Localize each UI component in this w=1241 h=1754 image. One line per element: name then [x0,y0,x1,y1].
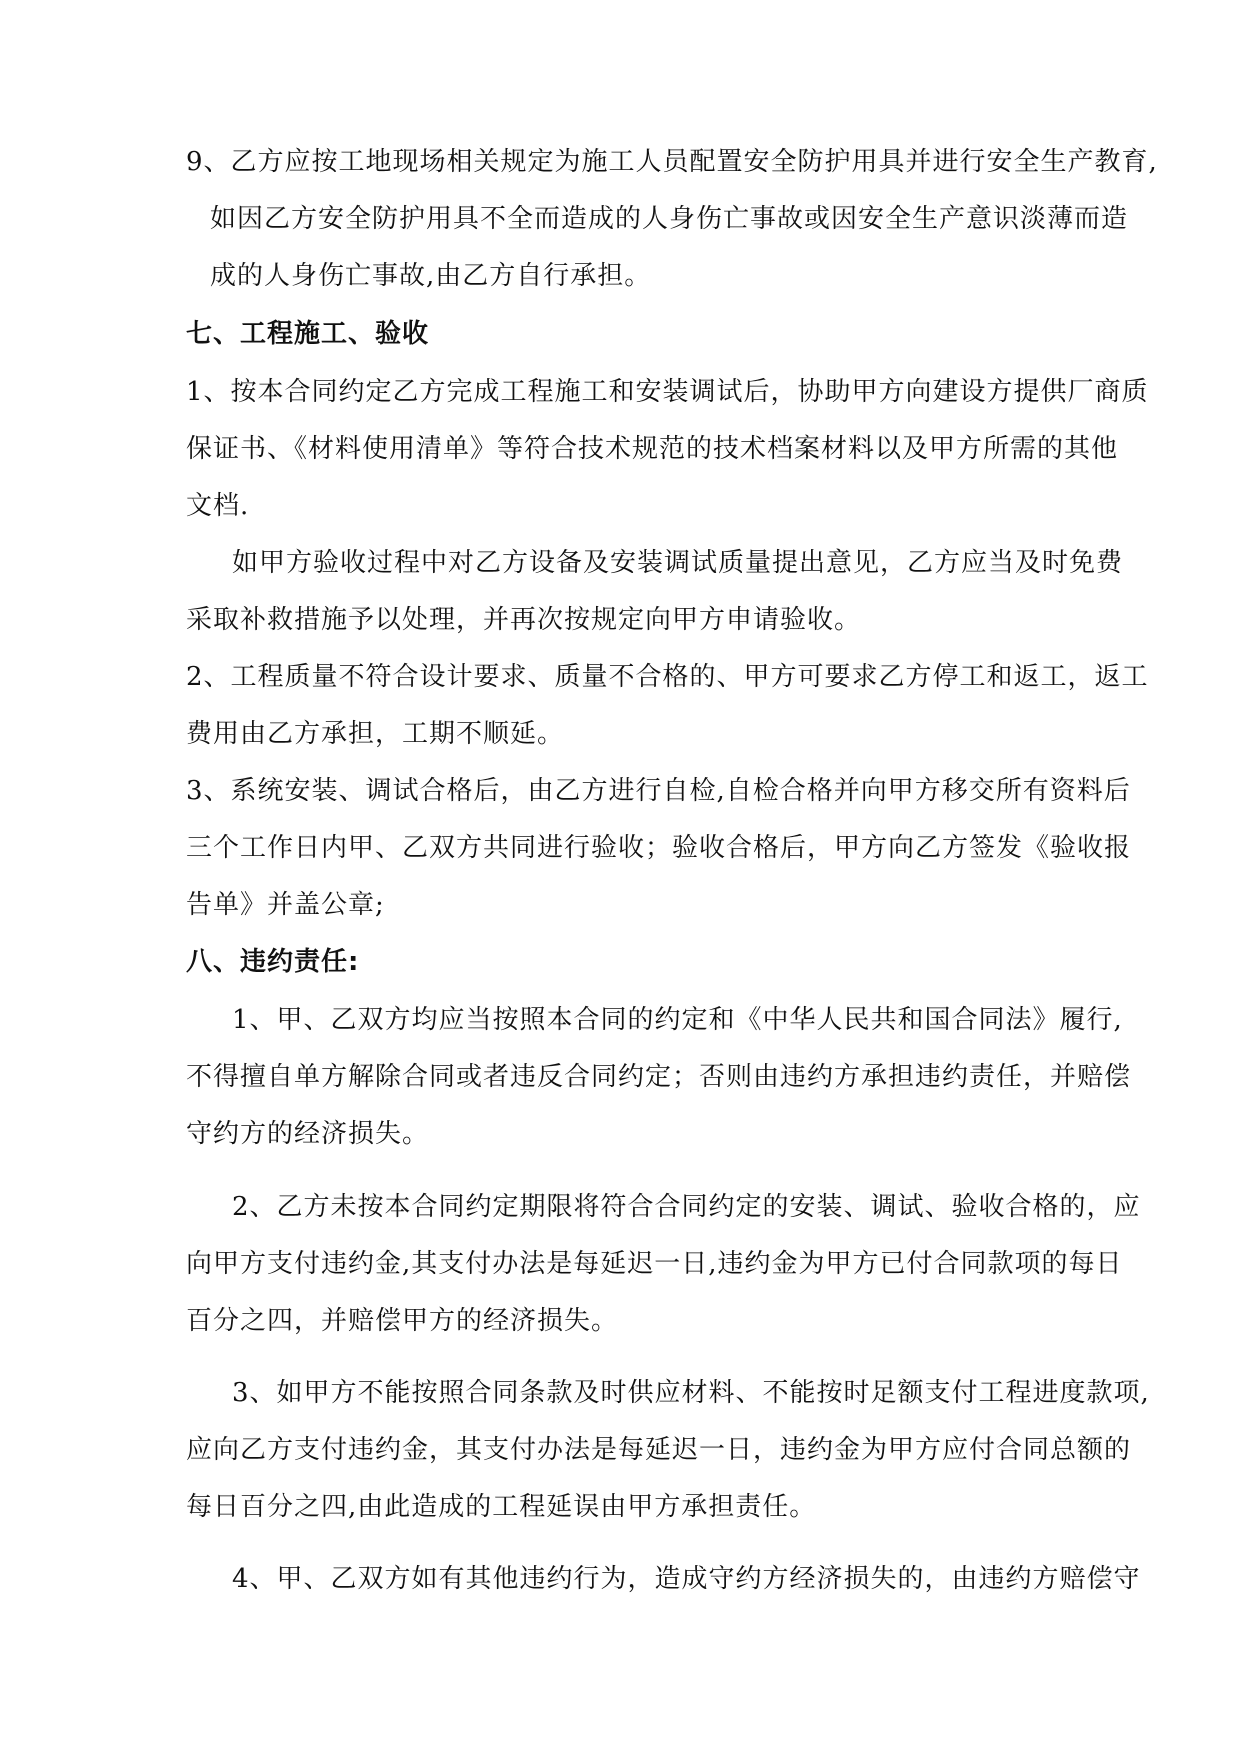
section-8-item-2-line-2: 向甲方支付违约金,其支付办法是每延迟一日,违约金为甲方已付合同款项的每日 [186,1249,1123,1279]
section-8-item-2-line-3: 百分之四，并赔偿甲方的经济损失。 [186,1306,619,1336]
section-8-heading: 八、违约责任: [186,947,360,977]
section-8-item-3-line-1: 3、如甲方不能按照合同条款及时供应材料、不能按时足额支付工程进度款项, [232,1378,1150,1408]
clause-9-line-1: 9、乙方应按工地现场相关规定为施工人员配置安全防护用具并进行安全生产教育, [186,147,1158,177]
section-8-item-2-line-1: 2、乙方未按本合同约定期限将符合合同约定的安装、调试、验收合格的，应 [232,1192,1141,1222]
section-7-paragraph-line-2: 采取补救措施予以处理，并再次按规定向甲方申请验收。 [186,605,862,635]
section-8-item-3-line-2: 应向乙方支付违约金，其支付办法是每延迟一日，违约金为甲方应付合同总额的 [186,1435,1132,1465]
section-7-item-1-line-1: 1、按本合同约定乙方完成工程施工和安装调试后，协助甲方向建设方提供厂商质 [186,377,1149,407]
section-7-item-3-line-3: 告单》并盖公章; [186,890,385,920]
section-7-item-2-line-1: 2、工程质量不符合设计要求、质量不合格的、甲方可要求乙方停工和返工，返工 [186,662,1149,692]
section-7-item-1-line-2: 保证书、《材料使用清单》等符合技术规范的技术档案材料以及甲方所需的其他 [186,434,1119,464]
section-8-item-4-line-1: 4、甲、乙双方如有其他违约行为，造成守约方经济损失的，由违约方赔偿守 [232,1564,1141,1594]
clause-9-line-2: 如因乙方安全防护用具不全而造成的人身伤亡事故或因安全生产意识淡薄而造 [210,204,1129,234]
section-8-item-1-line-2: 不得擅自单方解除合同或者违反合同约定；否则由违约方承担违约责任，并赔偿 [186,1062,1132,1092]
section-7-item-3-line-2: 三个工作日内甲、乙双方共同进行验收；验收合格后，甲方向乙方签发《验收报 [186,833,1132,863]
section-7-paragraph-line-1: 如甲方验收过程中对乙方设备及安装调试质量提出意见，乙方应当及时免费 [232,548,1124,578]
section-8-item-1-line-3: 守约方的经济损失。 [186,1119,430,1149]
section-8-item-1-line-1: 1、甲、乙双方均应当按照本合同的约定和《中华人民共和国合同法》履行, [232,1005,1123,1035]
section-7-item-2-line-2: 费用由乙方承担，工期不顺延。 [186,719,565,749]
section-7-heading: 七、工程施工、验收 [186,319,430,349]
section-7-item-1-line-3: 文档. [186,491,250,521]
section-7-item-3-line-1: 3、系统安装、调试合格后，由乙方进行自检,自检合格并向甲方移交所有资料后 [186,776,1131,806]
clause-9-line-3: 成的人身伤亡事故,由乙方自行承担。 [210,261,652,291]
section-8-item-3-line-3: 每日百分之四,由此造成的工程延误由甲方承担责任。 [186,1492,817,1522]
